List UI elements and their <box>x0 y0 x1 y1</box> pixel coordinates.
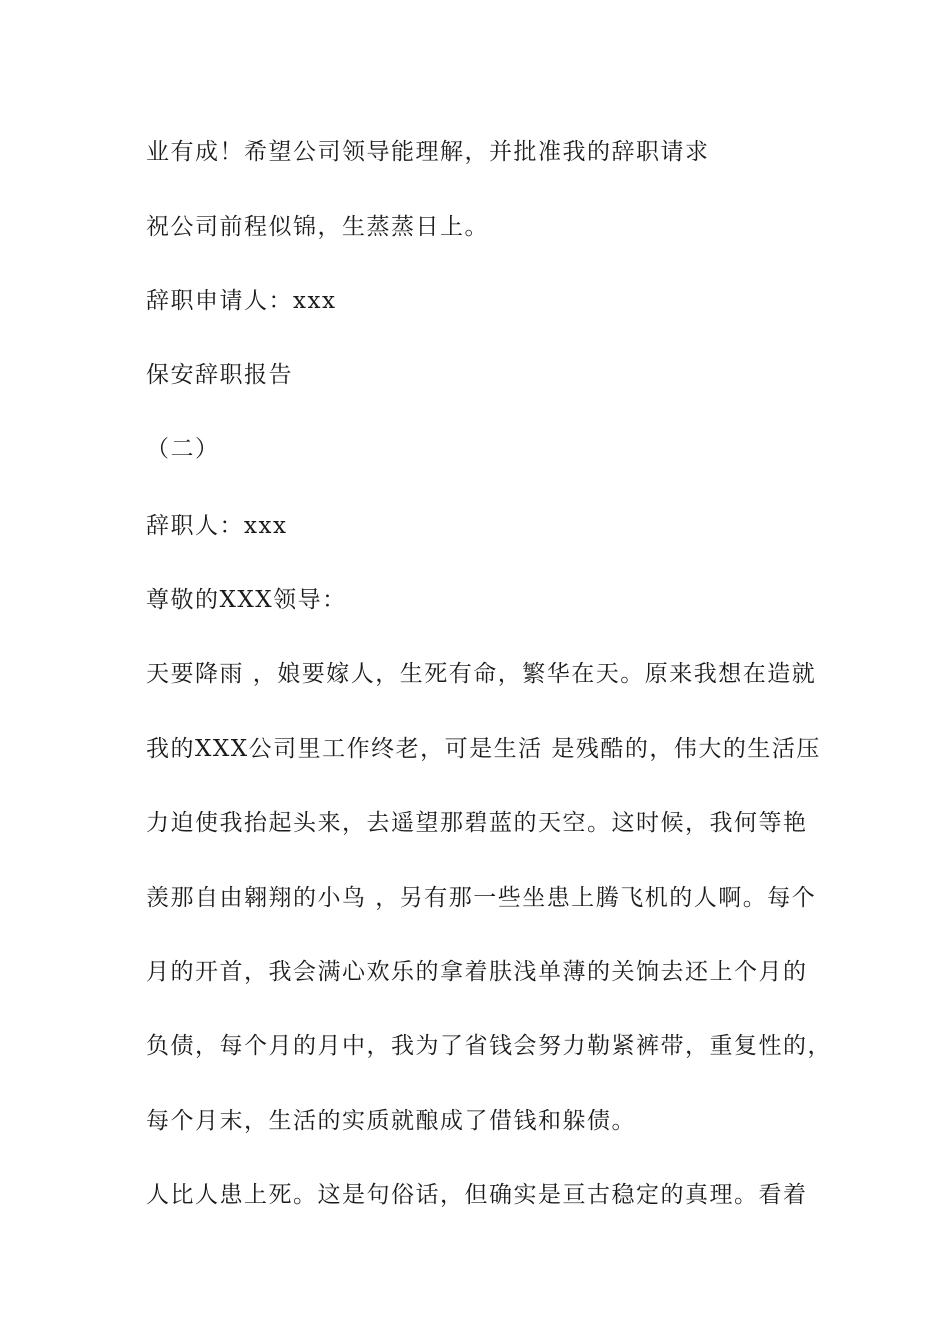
body-line: 我的XXX公司里工作终老，可是生活 是残酷的，伟大的生活压 <box>146 736 821 762</box>
body-line: 负债，每个月的月中，我为了省钱会努力勒紧裤带，重复性的， <box>146 1033 832 1059</box>
section-number: （二） <box>146 436 220 462</box>
text-line: 祝公司前程似锦，生蒸蒸日上。 <box>146 214 489 240</box>
salutation: 尊敬的XXX领导： <box>146 587 347 613</box>
text-line: 业有成！希望公司领导能理解，并批准我的辞职请求 <box>146 139 710 165</box>
resigner-line: 辞职人：xxx <box>146 513 288 539</box>
body-line: 每个月末，生活的实质就酿成了借钱和躲债。 <box>146 1108 636 1134</box>
body-line: 羡那自由翱翔的小鸟 ，另有那一些坐患上腾飞机的人啊。每个 <box>146 885 817 911</box>
body-line: 人比人患上死。这是句俗话，但确实是亘古稳定的真理。看着 <box>146 1182 808 1208</box>
body-line: 天要降雨 ，娘要嫁人，生死有命，繁华在天。原来我想在造就 <box>146 661 817 687</box>
section-title: 保安辞职报告 <box>146 362 293 388</box>
body-line: 月的开首，我会满心欢乐的拿着肤浅单薄的关饷去还上个月的 <box>146 959 808 985</box>
body-line: 力迫使我抬起头来，去遥望那碧蓝的天空。这时候，我何等艳 <box>146 810 808 836</box>
signature-line: 辞职申请人：xxx <box>146 288 337 314</box>
